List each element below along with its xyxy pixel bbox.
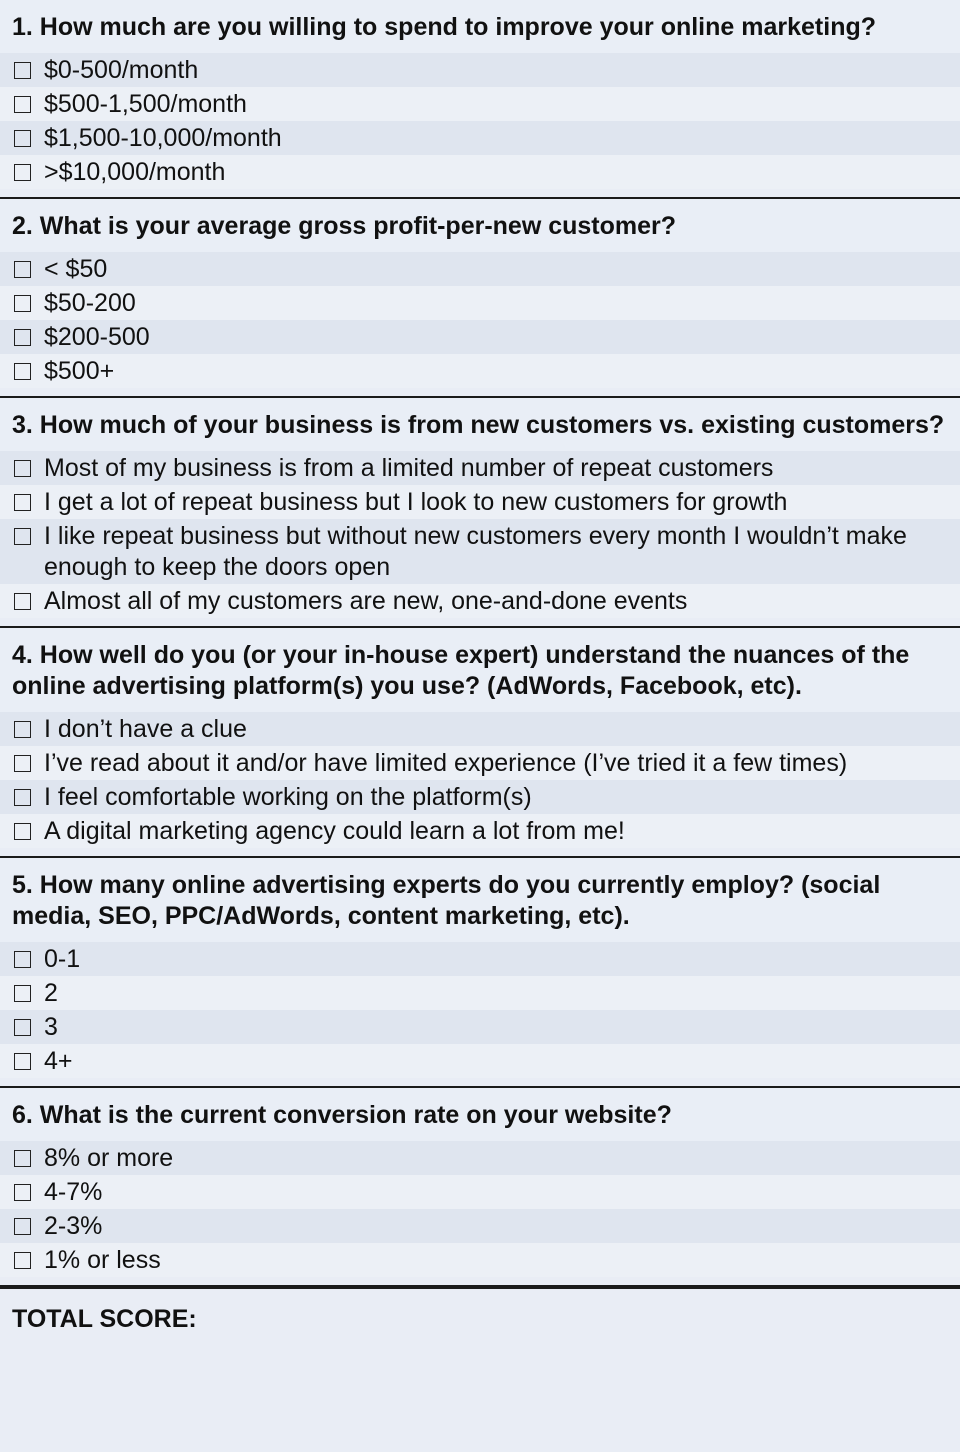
option-row — [0, 354, 960, 388]
checkbox[interactable] — [14, 1218, 31, 1235]
option-label: I like repeat business but without new customers every month I wouldn’t make enough to keep the doors open — [44, 522, 907, 581]
option-row — [0, 485, 960, 519]
option-label: $1,500-10,000/month — [44, 124, 282, 152]
question-text: 3. How much of your business is from new customers vs. existing customers? — [0, 398, 960, 451]
checkbox[interactable] — [14, 1184, 31, 1201]
option-row — [0, 252, 960, 286]
option-label: 2 — [44, 979, 58, 1007]
checkbox[interactable] — [14, 1150, 31, 1167]
option-label: 4-7% — [44, 1178, 103, 1206]
option-row — [0, 1243, 960, 1277]
checkbox[interactable] — [14, 295, 31, 312]
checkbox[interactable] — [14, 985, 31, 1002]
option-row — [0, 1209, 960, 1243]
option-label: 3 — [44, 1013, 58, 1041]
checkbox[interactable] — [14, 96, 31, 113]
option-row — [0, 584, 960, 618]
question-3 — [0, 398, 960, 628]
option-label: Almost all of my customers are new, one-and-done events — [44, 587, 688, 615]
checkbox[interactable] — [14, 130, 31, 147]
option-label: Most of my business is from a limited number of repeat customers — [44, 454, 774, 482]
options-list — [0, 451, 960, 626]
question-2 — [0, 199, 960, 398]
option-label: 4+ — [44, 1047, 73, 1075]
option-row — [0, 87, 960, 121]
checkbox[interactable] — [14, 721, 31, 738]
options-list — [0, 942, 960, 1086]
question-4 — [0, 628, 960, 858]
option-row — [0, 451, 960, 485]
option-row — [0, 1044, 960, 1078]
options-list — [0, 1141, 960, 1285]
checkbox[interactable] — [14, 823, 31, 840]
checkbox[interactable] — [14, 62, 31, 79]
checkbox[interactable] — [14, 164, 31, 181]
option-label: A digital marketing agency could learn a lot from me! — [44, 817, 625, 845]
option-row — [0, 1010, 960, 1044]
option-row — [0, 942, 960, 976]
option-row — [0, 121, 960, 155]
option-label: $200-500 — [44, 323, 150, 351]
checkbox[interactable] — [14, 1053, 31, 1070]
option-row — [0, 1141, 960, 1175]
checkbox[interactable] — [14, 1019, 31, 1036]
option-label: 0-1 — [44, 945, 81, 973]
options-list — [0, 53, 960, 197]
checkbox[interactable] — [14, 789, 31, 806]
checkbox[interactable] — [14, 460, 31, 477]
option-row — [0, 814, 960, 848]
question-1 — [0, 0, 960, 199]
checkbox[interactable] — [14, 494, 31, 511]
option-row — [0, 53, 960, 87]
checkbox[interactable] — [14, 329, 31, 346]
option-row — [0, 746, 960, 780]
option-row — [0, 976, 960, 1010]
option-row — [0, 155, 960, 189]
question-text: 5. How many online advertising experts do you currently employ? (social media, SEO, PPC/AdWords, content marketing, etc). — [0, 858, 960, 942]
options-list — [0, 712, 960, 856]
option-row — [0, 286, 960, 320]
question-text: 2. What is your average gross profit-per-new customer? — [0, 199, 960, 252]
option-label: < $50 — [44, 255, 108, 283]
checkbox[interactable] — [14, 528, 31, 545]
options-list — [0, 252, 960, 396]
option-label: >$10,000/month — [44, 158, 226, 186]
option-label: I feel comfortable working on the platform(s) — [44, 783, 532, 811]
question-text: 4. How well do you (or your in-house expert) understand the nuances of the online advertising platform(s) you use? (AdWords, Facebook, etc). — [0, 628, 960, 712]
question-text: 6. What is the current conversion rate on your website? — [0, 1088, 960, 1141]
option-row — [0, 1175, 960, 1209]
option-label: 8% or more — [44, 1144, 174, 1172]
checkbox[interactable] — [14, 951, 31, 968]
question-text: 1. How much are you willing to spend to improve your online marketing? — [0, 0, 960, 53]
question-5 — [0, 858, 960, 1088]
option-row — [0, 712, 960, 746]
question-6 — [0, 1088, 960, 1289]
option-label: I’ve read about it and/or have limited experience (I’ve tried it a few times) — [44, 749, 848, 777]
total-score-label: TOTAL SCORE: — [0, 1289, 960, 1350]
option-row — [0, 780, 960, 814]
checkbox[interactable] — [14, 261, 31, 278]
checkbox[interactable] — [14, 363, 31, 380]
option-row — [0, 519, 960, 584]
option-label: $500-1,500/month — [44, 90, 247, 118]
option-label: I get a lot of repeat business but I look to new customers for growth — [44, 488, 788, 516]
option-label: I don’t have a clue — [44, 715, 247, 743]
checkbox[interactable] — [14, 1252, 31, 1269]
option-label: 2-3% — [44, 1212, 103, 1240]
option-label: $500+ — [44, 357, 115, 385]
option-label: $50-200 — [44, 289, 136, 317]
option-label: 1% or less — [44, 1246, 161, 1274]
option-row — [0, 320, 960, 354]
checkbox[interactable] — [14, 593, 31, 610]
checkbox[interactable] — [14, 755, 31, 772]
option-label: $0-500/month — [44, 56, 199, 84]
